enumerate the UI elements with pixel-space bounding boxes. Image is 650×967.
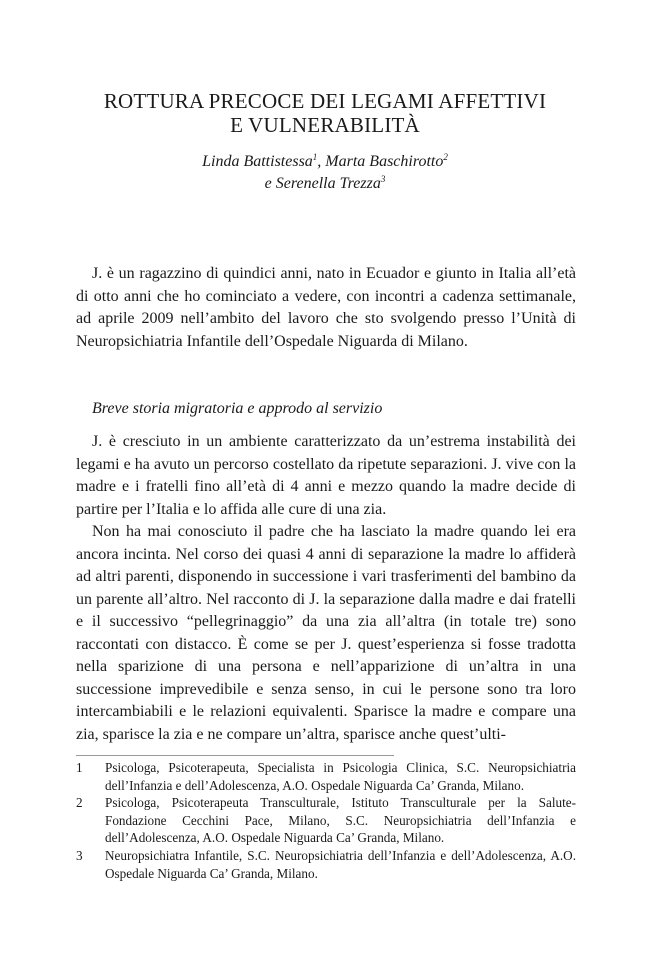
authors-line-2 bbox=[0, 173, 650, 195]
footnote-number: 1 bbox=[76, 760, 83, 775]
footnote-marker: 1 bbox=[312, 152, 318, 162]
author-name: Serenella Trezza bbox=[275, 175, 381, 192]
section-heading: Breve storia migratoria e approdo al servizio bbox=[92, 400, 383, 417]
footnote-marker: 3 bbox=[380, 174, 386, 184]
author-list bbox=[0, 151, 650, 195]
footnote-text: Neuropsichiatra Infantile, S.C. Neuropsichiatria dell’Infanzia e dell’Adolescenza, A.O. Ospedale Niguarda Ca’ Granda, Milano. bbox=[105, 847, 576, 881]
footnote-number: 3 bbox=[76, 847, 83, 863]
body-paragraph: Non ha mai conosciuto il padre che ha lasciato la madre quando lei era ancora incinta. Nel corso dei quasi 4 anni di separazione la madre lo affiderà ad altri parenti, disponendo in successione i vari trasferimenti del bambino da un parente all’altro. Nel racconto di J. la separazione dalla madre e dai fratelli e il successivo “pellegrinaggio” da una zia all’altra (in totale tre) sono raccontati con distacco. È come se per J. quest’esperienza si fosse tradotta nella sparizione di una persona e nell’apparizione di un’altra in una successione imprevedibile e senza senso, in cui le persone sono tra loro intercambiabili e le relazioni equivalenti. Sparisce la madre e compare una zia, sparisce la zia e ne compare un’altra, sparisce anche quest’ulti- bbox=[76, 523, 576, 743]
footnote bbox=[76, 794, 576, 847]
footnote bbox=[76, 847, 576, 882]
footnote-text: Psicologa, Psicoterapeuta Transculturale, Istituto Transculturale per la Salute-Fondazione Cecchini Pace, Milano, S.C. Neuropsichiatria dell’Infanzia e dell’Adolescenza, A.O. Ospedale Niguarda Ca’ Granda, Milano. bbox=[105, 795, 576, 846]
article-title bbox=[0, 89, 650, 137]
title-line-2: E VULNERABILITÀ bbox=[230, 113, 420, 137]
title-line-1: ROTTURA PRECOCE DEI LEGAMI AFFETTIVI bbox=[103, 89, 547, 113]
footnote-divider bbox=[76, 755, 394, 756]
footnote-marker: 2 bbox=[443, 152, 448, 162]
footnote-number: 2 bbox=[76, 795, 83, 811]
author-conjunction: e bbox=[264, 175, 276, 192]
footnote-text: Psicologa, Psicoterapeuta, Specialista in Psicologia Clinica, S.C. Neuropsichiatria dell’Infanzia e dell’Adolescenza, A.O. Ospedale Niguarda Ca’ Granda, Milano. bbox=[105, 760, 576, 793]
authors-line-1 bbox=[0, 151, 650, 173]
main-section bbox=[76, 431, 576, 746]
author-name: Linda Battistessa bbox=[202, 153, 313, 170]
footnote bbox=[76, 759, 576, 794]
intro-section bbox=[76, 263, 576, 353]
author-name: Marta Baschirotto bbox=[325, 153, 444, 170]
body-paragraph: J. è cresciuto in un ambiente caratterizzato da un’estrema instabilità dei legami e ha avuto un percorso costellato da ripetute separazioni. J. vive con la madre e i fratelli fino all’età di 4 anni e mezzo quando la madre decide di partire per l’Italia e lo affida alle cure di una zia. bbox=[76, 433, 576, 518]
intro-paragraph: J. è un ragazzino di quindici anni, nato in Ecuador e giunto in Italia all’età di otto anni che ho cominciato a vedere, con incontri a cadenza settimanale, ad aprile 2009 nell’ambito del lavoro che sto svolgendo presso l’Unità di Neuropsichiatria Infantile dell’Ospedale Niguarda di Milano. bbox=[76, 265, 576, 350]
footnotes bbox=[76, 759, 576, 882]
author-separator: , bbox=[317, 153, 326, 170]
